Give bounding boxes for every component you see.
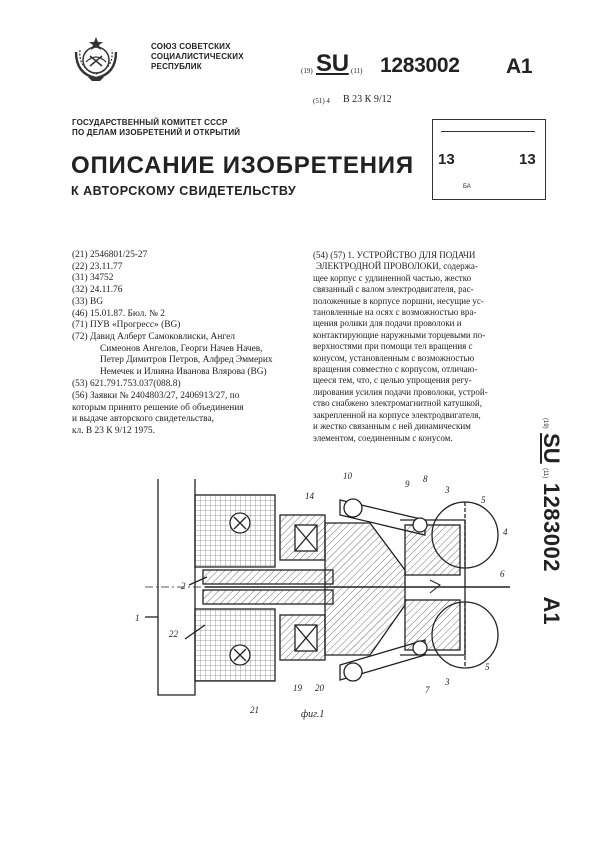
biblio-line: Немечек и Илияна Иванова Влярова (BG) <box>100 367 267 378</box>
biblio-line: Симеонов Ангелов, Георги Начев Начев, <box>100 343 263 354</box>
reference-line: и выдаче авторского свидетельства, <box>72 414 214 425</box>
stamp-left-number: 13 <box>438 151 455 168</box>
abstract-line: щееся тем, что, с целью упрощения регу- <box>313 375 472 386</box>
label-22: 22 <box>169 629 178 639</box>
committee-name <box>72 118 240 138</box>
side-number: 1283002 <box>539 482 564 572</box>
abstract-line: и жестко связанным с ней динамическим <box>313 421 471 432</box>
label-8: 8 <box>423 474 428 484</box>
abstract <box>313 250 488 444</box>
country-name <box>151 42 244 72</box>
doc-prefix: SU <box>316 50 349 77</box>
doc-number: 1283002 <box>380 54 460 77</box>
technical-drawing <box>125 465 520 715</box>
country-line: РЕСПУБЛИК <box>151 62 202 71</box>
biblio-line: (72) Давид Алберт Самоковлиски, Ангел <box>72 331 235 342</box>
side-kind: A1 <box>539 596 564 625</box>
stamp-right-number: 13 <box>519 151 536 168</box>
biblio-line: (31) 34752 <box>72 273 114 284</box>
side-code-19: (19) <box>542 418 548 429</box>
biblio-line: Петер Димитров Петров, Алфред Эммерих <box>100 355 273 366</box>
abstract-line: (54) (57) 1. УСТРОЙСТВО ДЛЯ ПОДАЧИ <box>313 250 476 260</box>
library-stamp <box>432 119 546 200</box>
label-9: 9 <box>405 479 410 489</box>
code-11: (11) <box>351 67 363 75</box>
label-20: 20 <box>315 683 324 693</box>
side-prefix: SU <box>539 433 564 464</box>
abstract-line: конусом, установленным с возможностью <box>313 352 475 363</box>
ussr-emblem-icon <box>70 32 122 84</box>
bibliographic-data <box>72 250 273 390</box>
label-3b: 3 <box>445 677 450 687</box>
abstract-line: лирования усилия подачи проволоки, устрой- <box>313 386 488 397</box>
label-6: 6 <box>500 569 505 579</box>
document-subtitle: К АВТОРСКОМУ СВИДЕТЕЛЬСТВУ <box>71 184 297 198</box>
biblio-line: (32) 24.11.76 <box>72 285 123 296</box>
label-5b: 5 <box>485 662 490 672</box>
biblio-line: (33) BG <box>72 296 103 307</box>
label-3a: 3 <box>445 485 450 495</box>
country-line: СОЮЗ СОВЕТСКИХ <box>151 42 231 51</box>
stamp-header-line <box>441 124 535 132</box>
label-2: 2 <box>181 581 186 591</box>
committee-line: ГОСУДАРСТВЕННЫЙ КОМИТЕТ СССР <box>72 118 228 127</box>
side-doc-number-text <box>538 418 564 678</box>
abstract-line: щее корпус с удлиненной частью, жестко <box>313 272 472 283</box>
abstract-line: положенные в корпусе поршни, несущие ус- <box>313 295 484 306</box>
abstract-line: ство снабжено электромагнитной катушкой, <box>313 398 482 409</box>
reference-line: (56) Заявки № 2404803/27, 2406913/27, по <box>72 391 240 401</box>
abstract-line: вращения совместно с корпусом, отличаю- <box>313 364 478 375</box>
abstract-line: ЭЛЕКТРОДНОЙ ПРОВОЛОКИ, содержа- <box>316 261 478 272</box>
label-14: 14 <box>305 491 314 501</box>
biblio-line: (21) 2546801/25-27 <box>72 250 148 260</box>
references <box>72 391 244 438</box>
abstract-line: щения ролики для подачи проволоки и <box>313 318 462 329</box>
committee-line: ПО ДЕЛАМ ИЗОБРЕТЕНИЙ И ОТКРЫТИЙ <box>72 128 241 137</box>
abstract-line: закрепленной на корпусе электродвигателя, <box>313 409 481 420</box>
code-19: (19) <box>301 67 313 75</box>
ipc-code: (51) 4 <box>313 97 330 105</box>
biblio-line: (53) 621.791.753.037(088.8) <box>72 378 181 389</box>
biblio-line: (22) 23.11.77 <box>72 261 123 272</box>
country-line: СОЦИАЛИСТИЧЕСКИХ <box>151 52 244 61</box>
abstract-line: элементом, соединенным с конусом. <box>313 432 453 443</box>
label-19: 19 <box>293 683 302 693</box>
abstract-line: связанный с валом электродвигателя, рас- <box>313 284 474 295</box>
doc-kind: A1 <box>506 55 533 78</box>
biblio-line: (46) 15.01.87. Бюл. № 2 <box>72 308 165 319</box>
label-4: 4 <box>503 527 508 537</box>
label-1: 1 <box>135 613 140 623</box>
label-21: 21 <box>250 705 259 715</box>
reference-line: кл. В 23 К 9/12 1975. <box>72 426 155 437</box>
reference-line: которым принято решение об объединения <box>72 402 244 413</box>
stamp-bottom-text: БА <box>463 184 471 190</box>
label-10: 10 <box>343 471 352 481</box>
label-7: 7 <box>425 685 430 695</box>
document-title: ОПИСАНИЕ ИЗОБРЕТЕНИЯ <box>71 152 414 179</box>
abstract-line: контактирующие наружными торцевыми по- <box>313 329 486 340</box>
ipc-value: В 23 К 9/12 <box>343 94 392 105</box>
figure-caption: фиг.1 <box>301 709 325 720</box>
label-5a: 5 <box>481 495 486 505</box>
side-doc-number <box>590 430 596 690</box>
abstract-line: тановленные на осях с возможностью вра- <box>313 307 477 318</box>
biblio-line: (71) ПУВ «Прогресс» (BG) <box>72 320 181 331</box>
side-code-11: (11) <box>542 468 548 479</box>
abstract-line: верхностями при помощи тел вращения с <box>313 341 473 352</box>
